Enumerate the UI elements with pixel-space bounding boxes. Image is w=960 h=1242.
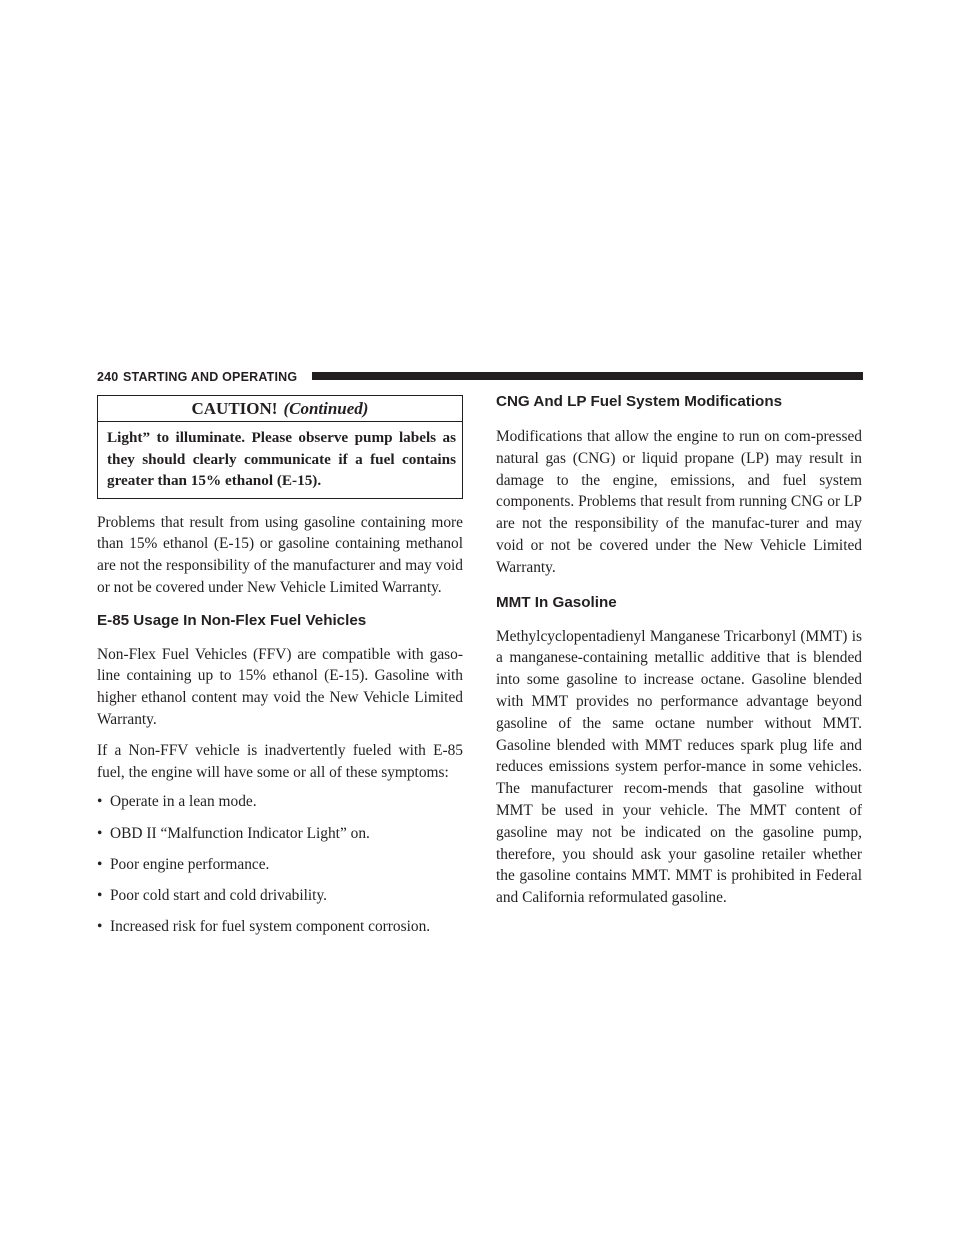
page-number: 240 [97,370,119,384]
e85-heading: E-85 Usage In Non-Flex Fuel Vehicles [97,611,367,629]
list-item: • Operate in a lean mode. [97,791,463,813]
mmt-heading: MMT In Gasoline [496,593,617,611]
bullet-icon: • [97,855,103,873]
caution-body: Light” to illuminate. Please observe pump labels as they should clearly communicate if a fuel contains greater than 15% ethanol (E-15). [107,429,456,489]
caution-continued: (Continued) [283,399,369,418]
list-item: • OBD II “Malfunction Indicator Light” on. [97,823,463,845]
bullet-icon: • [97,793,103,811]
list-item: • Poor engine performance. [97,854,463,876]
cng-heading: CNG And LP Fuel System Modifications [496,393,783,410]
caution-title: CAUTION! [191,399,278,418]
bullet-icon: • [97,824,103,842]
cng-paragraph: Modifications that allow the engine to run on com-pressed natural gas (CNG) or liquid propane (LP) may result in damage to the engine, emissions, and fuel system components. Problems that result from running CNG or LP are not the responsibility of the manufac-turer and may void or not be covered under the New Vehicle Limited Warranty. [496,428,862,576]
list-item: • Poor cold start and cold drivability. [97,885,463,907]
page-header [97,369,863,385]
e85-paragraph-1: Non-Flex Fuel Vehicles (FFV) are compatible with gaso-line containing up to 15% ethanol (E-15). Gasoline with higher ethanol content may void the New Vehicle Limited Warranty. [97,645,463,729]
bullet-icon: • [97,918,103,936]
left-column [97,395,463,947]
caution-box [97,395,463,499]
section-title: STARTING AND OPERATING [123,370,298,384]
intro-paragraph: Problems that result from using gasoline containing more than 15% ethanol (E-15) or gasoline containing methanol are not the responsibility of the manufacturer and may void or not be covered under New Vehicle Limited Warranty. [97,513,463,596]
list-item: • Increased risk for fuel system component corrosion. [97,916,463,938]
e85-paragraph-2: If a Non-FFV vehicle is inadvertently fueled with E-85 fuel, the engine will have some or all of these symptoms: [97,741,463,781]
bullet-icon: • [97,887,103,905]
right-column [496,395,862,909]
symptom-list [97,791,463,938]
header-rule [312,372,863,380]
mmt-paragraph: Methylcyclopentadienyl Manganese Tricarbonyl (MMT) is a manganese-containing metallic additive that is blended into some gasoline to increase octane. Gasoline blended with MMT provides no performance advantage beyond gasoline of the same octane number without MMT. Gasoline blended with MMT reduces spark plug life and reduces emissions system perfor-mance in some vehicles. The manufacturer recom-mends that gasoline without MMT be used in your vehicle. The MMT content of gasoline may not be indicated on the gasoline pump, therefore, you should ask your gasoline retailer whether the gasoline contains MMT. MMT is prohibited in Federal and California reformulated gasoline. [496,627,862,907]
caution-header [98,396,462,422]
